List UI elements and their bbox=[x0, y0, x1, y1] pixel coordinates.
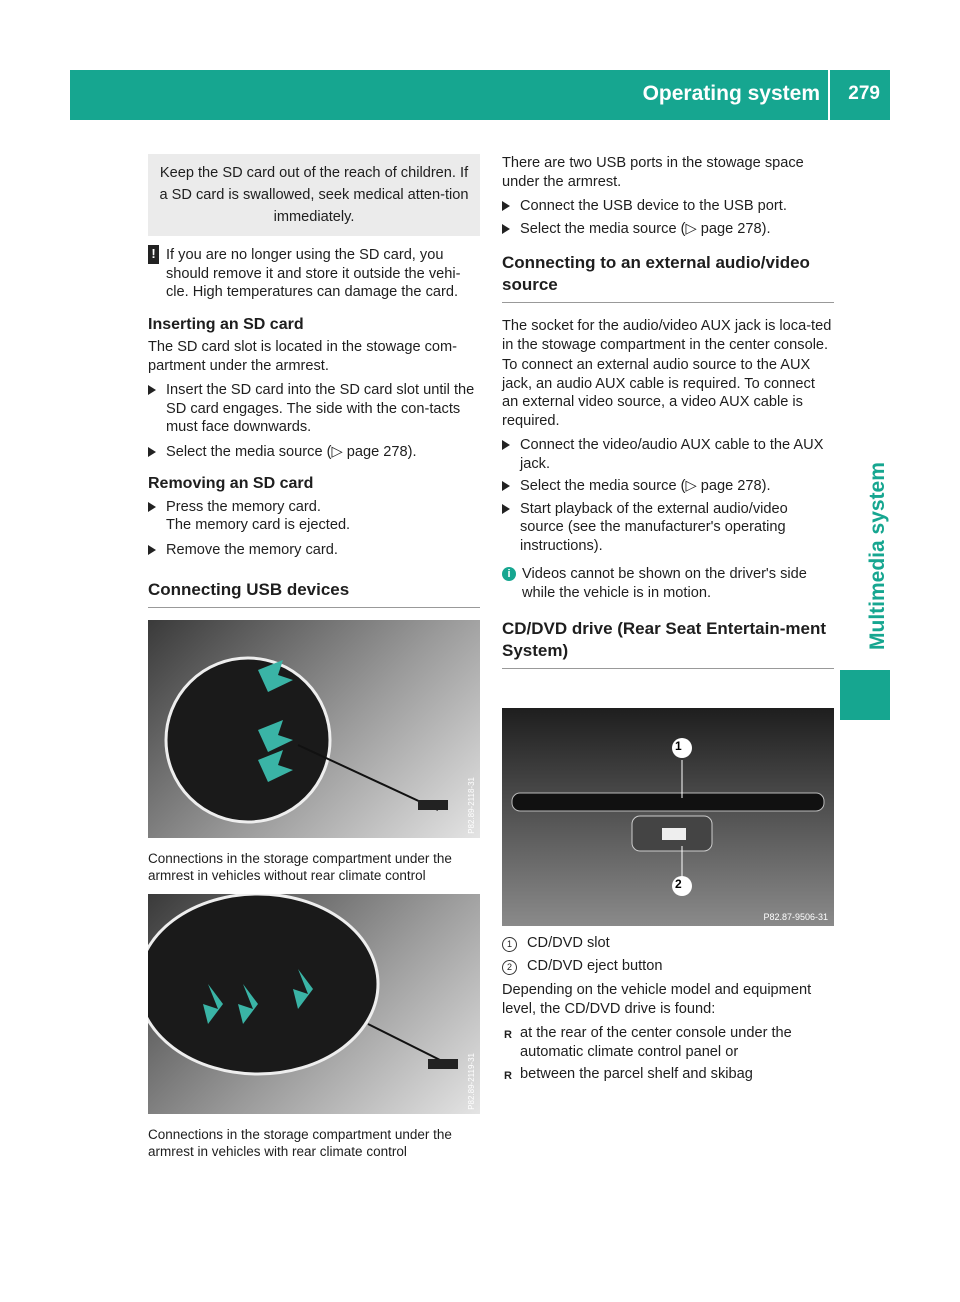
usb-photo-rear-climate bbox=[148, 894, 480, 1114]
left-column bbox=[148, 154, 480, 608]
header-title: Operating system bbox=[642, 82, 820, 105]
cd-dvd-photo bbox=[502, 708, 834, 926]
figure-code: P82.89-2119-31 bbox=[467, 1053, 476, 1110]
av-step: Start playback of the external audio/video source (see the manufacturer's operating instructions). bbox=[502, 500, 834, 556]
cd-bullet: R between the parcel shelf and skibag bbox=[502, 1065, 834, 1084]
step-arrow-icon bbox=[148, 447, 156, 457]
step-arrow-icon bbox=[502, 440, 510, 450]
photo-illustration bbox=[148, 894, 480, 1114]
figure-caption: Connections in the storage compartment under the armrest in vehicles without rear climate control bbox=[148, 851, 452, 883]
section-title-cd: CD/DVD drive (Rear Seat Entertain-ment System) bbox=[502, 618, 834, 669]
removing-step: Remove the memory card. bbox=[148, 541, 480, 560]
step-arrow-icon bbox=[148, 385, 156, 395]
usb-step: Connect the USB device to the USB port. bbox=[502, 197, 834, 216]
info-icon: i bbox=[502, 567, 516, 581]
usb-step: Select the media source (▷ page 278). bbox=[502, 220, 834, 239]
exclamation-icon: ! bbox=[148, 245, 159, 264]
usb-photo-no-rear-climate bbox=[148, 620, 480, 838]
removing-result: The memory card is ejected. bbox=[166, 517, 351, 533]
number-1-icon: 1 bbox=[502, 937, 517, 952]
inserting-step: Insert the SD card into the SD card slot until the SD card engages. The side with the con-tacts must face downwards. bbox=[148, 381, 480, 437]
section-title-usb: Connecting USB devices bbox=[148, 579, 480, 608]
photo-illustration bbox=[502, 708, 834, 926]
av-paragraph: To connect an external audio source to the AUX jack, an audio AUX cable is required. To connect an external video source, a video AUX cable is required. bbox=[502, 357, 815, 429]
figure-caption: Connections in the storage compartment under the armrest in vehicles with rear climate control bbox=[148, 1127, 452, 1159]
step-arrow-icon bbox=[502, 481, 510, 491]
number-2-icon: 2 bbox=[502, 960, 517, 975]
step-arrow-icon bbox=[502, 201, 510, 211]
side-section-label: Multimedia system bbox=[866, 462, 889, 650]
step-arrow-icon bbox=[148, 502, 156, 512]
section-title-removing: Removing an SD card bbox=[148, 475, 314, 492]
cd-item: 2 CD/DVD eject button bbox=[502, 957, 834, 976]
page-number: 279 bbox=[848, 83, 880, 104]
right-column bbox=[502, 154, 834, 669]
damage-note bbox=[148, 246, 480, 302]
cd-text: Depending on the vehicle model and equipment level, the CD/DVD drive is found: bbox=[502, 982, 812, 1017]
cd-section bbox=[502, 934, 834, 1084]
step-arrow-icon bbox=[148, 545, 156, 555]
figure-code: P82.87-9506-31 bbox=[763, 912, 828, 922]
section-title-inserting: Inserting an SD card bbox=[148, 315, 304, 333]
inserting-step: Select the media source (▷ page 278). bbox=[148, 443, 480, 462]
damage-note-text: If you are no longer using the SD card, you should remove it and store it outside the vehi-cle. High temperatures can damage the card. bbox=[166, 247, 461, 300]
bullet-icon: R bbox=[504, 1029, 512, 1041]
figure-code: P82.89-2118-31 bbox=[467, 777, 476, 834]
page-header bbox=[70, 70, 890, 120]
av-paragraph: The socket for the audio/video AUX jack is loca-ted in the stowage compartment in the center console. bbox=[502, 318, 832, 353]
header-divider bbox=[828, 70, 830, 120]
removing-step: Press the memory card. The memory card is ejected. bbox=[148, 498, 480, 535]
step-arrow-icon bbox=[502, 504, 510, 514]
section-title-av: Connecting to an external audio/video source bbox=[502, 252, 834, 303]
photo-illustration bbox=[148, 620, 480, 838]
bullet-icon: R bbox=[504, 1070, 512, 1082]
av-step: Select the media source (▷ page 278). bbox=[502, 477, 834, 496]
info-note: i Videos cannot be shown on the driver's side while the vehicle is in motion. bbox=[502, 565, 834, 602]
inserting-text: The SD card slot is located in the stowage com-partment under the armrest. bbox=[148, 339, 458, 374]
step-arrow-icon bbox=[502, 224, 510, 234]
marker-2: 2 bbox=[675, 877, 682, 891]
side-tab-marker bbox=[840, 670, 890, 720]
av-step: Connect the video/audio AUX cable to the AUX jack. bbox=[502, 436, 834, 473]
marker-1: 1 bbox=[675, 739, 682, 753]
warning-box: Keep the SD card out of the reach of children. If a SD card is swallowed, seek medical atten-tion immediately. bbox=[148, 154, 480, 236]
cd-bullet: R at the rear of the center console under the automatic climate control panel or bbox=[504, 1025, 792, 1060]
cd-item: 1 CD/DVD slot bbox=[502, 934, 834, 953]
usb-text: There are two USB ports in the stowage space under the armrest. bbox=[502, 155, 804, 190]
